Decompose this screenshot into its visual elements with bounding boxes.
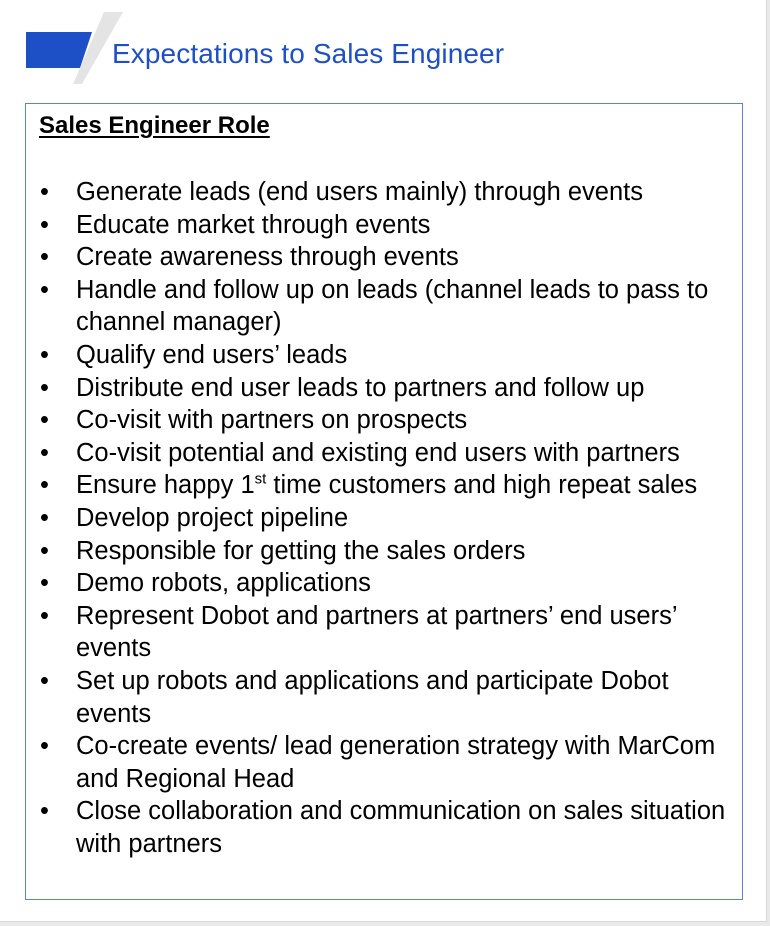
- bullet-text: Educate market through events: [76, 210, 431, 239]
- bullet-item: [26, 469, 742, 502]
- bullet-item: [26, 274, 742, 339]
- bullet-dot: •: [40, 732, 49, 761]
- bullet-text: Responsible for getting the sales orders: [76, 536, 526, 565]
- bullet-item: [26, 795, 742, 860]
- bullet-dot: •: [40, 178, 49, 206]
- bullet-item: [26, 404, 742, 437]
- bullet-text: Close collaboration and communication on sales situation with partners: [76, 797, 726, 858]
- bullet-item: [26, 241, 742, 274]
- bullet-dot: •: [40, 797, 49, 826]
- bullet-dot: •: [40, 210, 49, 239]
- bullet-dot: •: [40, 275, 49, 304]
- bullet-text: Co-create events/ lead generation strategy with MarCom and Regional Head: [76, 732, 716, 793]
- content-box: [25, 103, 743, 900]
- bullet-item: [26, 665, 742, 730]
- bullet-item: [26, 339, 742, 372]
- page-title: Expectations to Sales Engineer: [112, 38, 505, 69]
- title-accent-icon: [26, 12, 126, 84]
- bullet-item: [26, 730, 742, 795]
- bullet-text-part: Ensure happy 1: [76, 471, 255, 500]
- bullet-dot: •: [40, 243, 49, 272]
- bullet-dot: •: [40, 536, 49, 565]
- bullet-text: Demo robots, applications: [76, 569, 371, 598]
- bullet-dot: •: [40, 340, 49, 369]
- bullet-item: [26, 372, 742, 405]
- bullet-item: [26, 567, 742, 600]
- bullet-dot: •: [40, 373, 49, 402]
- ordinal-suffix: st: [254, 470, 267, 488]
- bullet-text: Handle and follow up on leads (channel leads to pass to channel manager): [76, 275, 709, 337]
- bullet-item: [26, 535, 742, 568]
- bullet-dot: •: [40, 601, 49, 630]
- bullet-dot: •: [40, 471, 49, 500]
- accent-bar-shape: [26, 32, 92, 68]
- bullet-item: [26, 437, 742, 470]
- bullet-dot: •: [40, 503, 49, 532]
- bullet-text: Generate leads (end users mainly) through events: [76, 178, 643, 206]
- bullet-list: [26, 176, 742, 860]
- bullet-text: Represent Dobot and partners at partners’ end users’ events: [76, 601, 677, 663]
- bullet-text: Co-visit with partners on prospects: [76, 406, 468, 435]
- bullet-text: Distribute end user leads to partners and follow up: [76, 373, 645, 402]
- bullet-item: [26, 176, 742, 209]
- bullet-text: Qualify end users’ leads: [76, 340, 348, 369]
- bullet-item: [26, 502, 742, 535]
- bullet-text: Develop project pipeline: [76, 503, 349, 532]
- bullet-item: [26, 209, 742, 242]
- bullet-dot: •: [40, 438, 49, 467]
- bullet-item: [26, 600, 742, 665]
- bullet-dot: •: [40, 666, 49, 695]
- role-heading: Sales Engineer Role: [39, 112, 270, 139]
- bullet-text: Create awareness through events: [76, 243, 459, 272]
- bullet-dot: •: [40, 569, 49, 598]
- bullet-text-part: time customers and high repeat sales: [266, 471, 698, 500]
- bullet-text: Set up robots and applications and participate Dobot events: [76, 666, 669, 728]
- bullet-dot: •: [40, 406, 49, 435]
- bullet-text: [76, 471, 697, 499]
- bullet-text: Co-visit potential and existing end users with partners: [76, 438, 680, 467]
